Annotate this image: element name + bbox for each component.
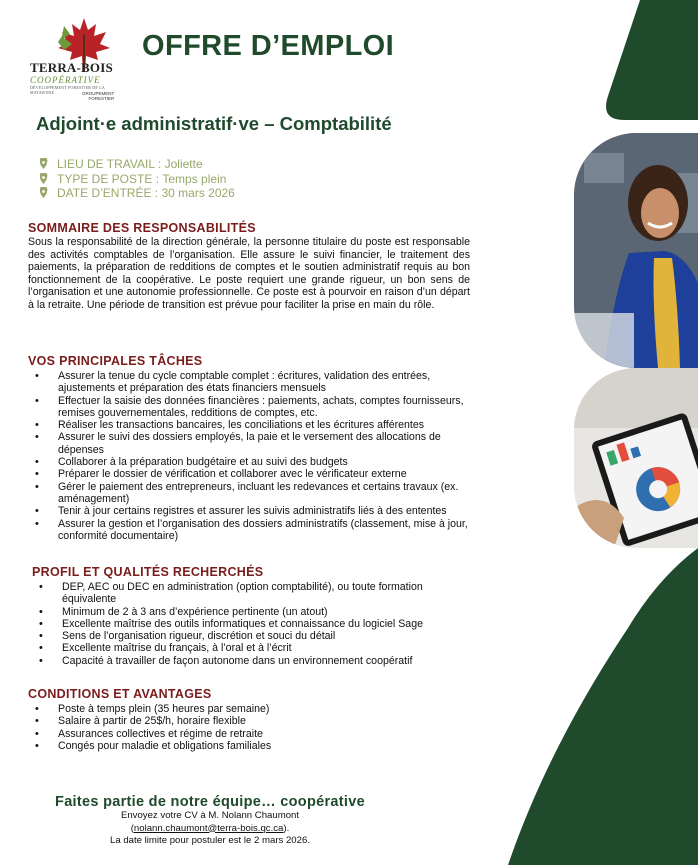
location-pin-icon	[36, 173, 50, 185]
office-woman-photo	[574, 133, 698, 368]
conditions-title: CONDITIONS ET AVANTAGES	[28, 687, 212, 701]
list-item: • Collaborer à la préparation budgétaire et au suivi des budgets	[28, 456, 470, 468]
job-title: Adjoint·e administratif·ve – Comptabilité	[36, 113, 392, 134]
logo-group-line2: FORESTIER	[88, 96, 115, 101]
list-item: • Excellente maîtrise des outils informatiques et connaissance du logiciel Sage	[32, 618, 474, 630]
footer-cta	[30, 794, 390, 848]
list-item: • DEP, AEC ou DEC en administration (option comptabilité), ou toute formation équivalente	[32, 581, 474, 606]
logo-groupement	[82, 91, 114, 101]
decorative-shape-bottom	[508, 548, 698, 865]
detail-location	[36, 157, 235, 172]
list-item: • Poste à temps plein (35 heures par semaine)	[28, 703, 470, 715]
list-item: • Tenir à jour certains registres et assurer les suivis administratifs liés à des ententes	[28, 505, 470, 517]
detail-start-date-value: 30 mars 2026	[161, 186, 235, 201]
list-item: • Sens de l’organisation rigueur, discrétion et souci du détail	[32, 630, 474, 642]
detail-type	[36, 172, 235, 187]
profile-section	[32, 565, 474, 667]
summary-title: SOMMAIRE DES RESPONSABILITÉS	[28, 221, 256, 235]
location-pin-icon	[36, 158, 50, 170]
list-item: • Excellente maîtrise du français, à l’oral et à l’écrit	[32, 642, 474, 654]
list-item: • Assurer la tenue du cycle comptable complet : écritures, validation des entrées, ajustements et préparation des états financiers mensuels	[28, 370, 470, 395]
profile-list	[32, 581, 474, 667]
list-item: • Gérer le paiement des entrepreneurs, incluant les redevances et certains travaux (ex. aménagement)	[28, 481, 470, 506]
list-item: • Effectuer la saisie des données financières : paiements, achats, comptes fournisseurs, remises gouvernementales, redditions de comptes, etc.	[28, 395, 470, 420]
detail-type-value: Temps plein	[162, 171, 227, 186]
detail-start-date	[36, 186, 235, 201]
job-details	[36, 157, 235, 201]
footer-email-line: (nolann.chaumont@terra-bois.qc.ca).	[130, 822, 290, 834]
logo-subtitle: COOPÉRATIVE	[30, 75, 101, 85]
list-item: • Congés pour maladie et obligations familiales	[28, 740, 470, 752]
profile-title: PROFIL ET QUALITÉS RECHERCHÉS	[32, 565, 264, 579]
logo-tagline: DÉVELOPPEMENT FORESTIER DE LA MATAWINIE	[30, 85, 105, 95]
location-pin-icon	[36, 187, 50, 199]
conditions-section	[28, 687, 470, 752]
summary-section	[28, 221, 470, 312]
list-item: • Assurer le suivi des dossiers employés, la paie et le versement des allocations de dépenses	[28, 431, 470, 456]
list-item: • Assurances collectives et régime de retraite	[28, 728, 470, 740]
tasks-list	[28, 370, 470, 542]
detail-start-date-label: DATE D’ENTRÉE :	[57, 186, 159, 201]
logo-text	[30, 60, 130, 95]
tasks-section	[28, 354, 470, 542]
detail-location-label: LIEU DE TRAVAIL :	[57, 157, 162, 172]
logo-name: TERRA-BOIS	[30, 60, 113, 75]
list-item: • Réaliser les transactions bancaires, les conciliations et les écritures afférentes	[28, 419, 470, 431]
list-item: • Préparer le dossier de vérification et collaborer avec le vérificateur externe	[28, 468, 470, 480]
tasks-title: VOS PRINCIPALES TÂCHES	[28, 354, 203, 368]
footer-contact-line: Envoyez votre CV à M. Nolann Chaumont	[120, 810, 300, 821]
tablet-chart-photo	[574, 368, 698, 548]
footer-deadline: La date limite pour postuler est le 2 mars 2026.	[110, 835, 310, 846]
detail-type-label: TYPE DE POSTE :	[57, 171, 160, 186]
list-item: • Capacité à travailler de façon autonome dans un environnement coopératif	[32, 655, 474, 667]
list-item: • Salaire à partir de 25$/h, horaire flexible	[28, 715, 470, 727]
footer-slogan: Faites partie de notre équipe… coopérative	[55, 794, 365, 810]
summary-text: Sous la responsabilité de la direction générale, la personne titulaire du poste est responsable des activités comptables de l’organisation. Elle assure le suivi financier, le traitement des paiements, la préparation de redditions de comptes et le soutien administratif requis au bon fonctionnement de la coopérative. Le poste requiert une grande rigueur, un bon sens de l’organisation et une autonomie professionnelle. Ce poste est à pourvoir en raison d’un départ à la retraite. Une période de transition est prévue pour faciliter la prise en main du rôle.	[28, 236, 470, 311]
logo-group-line1: GROUPEMENT	[82, 91, 115, 96]
list-item: • Minimum de 2 à 3 ans d’expérience pertinente (un atout)	[32, 606, 474, 618]
list-item: • Assurer la gestion et l’organisation des dossiers administratifs (classement, mise à jour, conformité documentaire)	[28, 518, 470, 543]
detail-location-value: Joliette	[164, 157, 203, 172]
email-link[interactable]: nolann.chaumont@terra-bois.qc.ca	[133, 822, 284, 834]
decorative-shape-top	[600, 0, 698, 120]
page-headline: OFFRE D’EMPLOI	[142, 30, 395, 62]
conditions-list	[28, 703, 470, 752]
